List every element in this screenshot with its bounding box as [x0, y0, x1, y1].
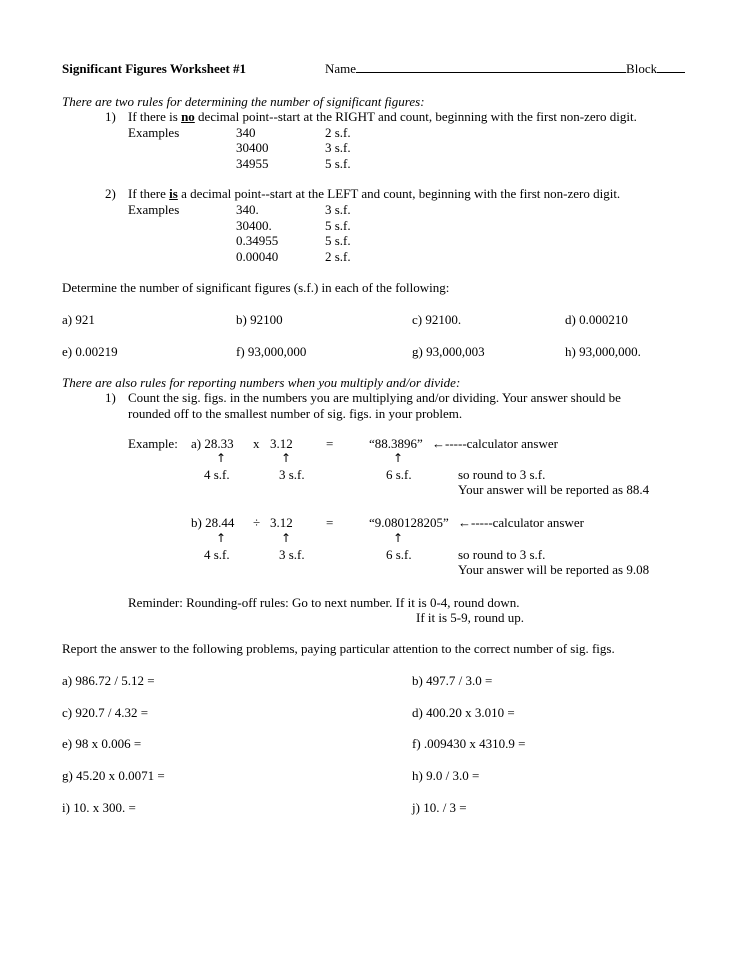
- rule2-example-sf: 5 s.f.: [325, 218, 351, 233]
- rule2-emphasis: is: [169, 186, 178, 201]
- rule2-number: 2): [105, 186, 116, 201]
- report-problem: a) 986.72 / 5.12 =: [62, 673, 155, 688]
- up-arrow-icon: ↑: [281, 531, 292, 545]
- name-blank[interactable]: [356, 61, 626, 73]
- determine-instruction: Determine the number of significant figures (s.f.) in each of the following:: [62, 280, 450, 295]
- sigfig-rules-heading: There are two rules for determining the number of significant figures:: [62, 94, 425, 109]
- rule2-example-value: 0.34955: [236, 233, 279, 248]
- rule2-text: If there is a decimal point--start at the LEFT and count, beginning with the first non-zero digit.: [128, 186, 621, 201]
- example-b-result-line2: Your answer will be reported as 9.08: [458, 562, 650, 577]
- name-field[interactable]: [325, 61, 685, 76]
- rule2-example-value: 30400.: [236, 218, 272, 233]
- example-a-operand2: 3.12: [270, 436, 293, 451]
- example-a-result-line2: Your answer will be reported as 88.4: [458, 482, 650, 497]
- report-problem: j) 10. / 3 =: [412, 800, 467, 815]
- report-problem: h) 9.0 / 3.0 =: [412, 768, 480, 783]
- name-label: Name: [325, 61, 357, 76]
- example-label: Example:: [128, 436, 178, 451]
- example-a-equals: =: [326, 436, 334, 451]
- rule2-examples-label: Examples: [128, 202, 180, 217]
- determine-item: f) 93,000,000: [236, 344, 307, 359]
- example-b-operand1: b) 28.44: [191, 515, 235, 530]
- rule2-example-sf: 3 s.f.: [325, 202, 351, 217]
- example-b-calculator-value: “9.080128205”: [369, 515, 449, 530]
- report-problem: f) .009430 x 4310.9 =: [412, 736, 526, 751]
- rule1-example-sf: 2 s.f.: [325, 125, 351, 140]
- example-a-result-line1: so round to 3 s.f.: [458, 467, 546, 482]
- report-problem: b) 497.7 / 3.0 =: [412, 673, 493, 688]
- determine-item: b) 92100: [236, 312, 283, 327]
- block-blank[interactable]: [657, 61, 685, 73]
- rounding-reminder-line1: Reminder: Rounding-off rules: Go to next number. If it is 0-4, round down.: [128, 595, 520, 610]
- multiply-rules-heading: There are also rules for reporting numbers when you multiply and/or divide:: [62, 375, 461, 390]
- example-b-sf3: 6 s.f.: [386, 547, 412, 562]
- example-b-operator: ÷: [253, 515, 261, 530]
- rule1-number: 1): [105, 109, 116, 124]
- determine-item: d) 0.000210: [565, 312, 628, 327]
- rule2-example-value: 0.00040: [236, 249, 279, 264]
- example-b-calculator-note: ←-----calculator answer: [458, 515, 584, 530]
- example-b-equals: =: [326, 515, 334, 530]
- determine-item: h) 93,000,000.: [565, 344, 641, 359]
- report-problem: c) 920.7 / 4.32 =: [62, 705, 149, 720]
- rule2-example-sf: 5 s.f.: [325, 233, 351, 248]
- block-label: Block: [626, 61, 658, 76]
- up-arrow-icon: ↑: [393, 531, 404, 545]
- example-a-calculator-note: ←-----calculator answer: [432, 436, 558, 451]
- rule1-text: If there is no decimal point--start at the RIGHT and count, beginning with the first non-zero digit.: [128, 109, 637, 124]
- example-a-calculator-value: “88.3896”: [369, 436, 423, 451]
- rule1-example-value: 34955: [236, 156, 269, 171]
- multiply-rule-number: 1): [105, 390, 116, 405]
- multiply-rule-line1: Count the sig. figs. in the numbers you are multiplying and/or dividing. Your answer should be: [128, 390, 621, 405]
- rounding-reminder-line2: If it is 5-9, round up.: [416, 610, 524, 625]
- worksheet-title: Significant Figures Worksheet #1: [62, 61, 247, 76]
- example-b-sf1: 4 s.f.: [204, 547, 230, 562]
- determine-item: g) 93,000,003: [412, 344, 485, 359]
- up-arrow-icon: ↑: [393, 451, 404, 465]
- report-problem: i) 10. x 300. =: [62, 800, 136, 815]
- example-a-operator: x: [253, 436, 260, 451]
- report-problem: d) 400.20 x 3.010 =: [412, 705, 515, 720]
- up-arrow-icon: ↑: [281, 451, 292, 465]
- report-problem: g) 45.20 x 0.0071 =: [62, 768, 165, 783]
- rule1-example-sf: 3 s.f.: [325, 140, 351, 155]
- example-a-sf3: 6 s.f.: [386, 467, 412, 482]
- example-b-operand2: 3.12: [270, 515, 293, 530]
- rule1-example-value: 30400: [236, 140, 269, 155]
- rule1-example-value: 340: [236, 125, 256, 140]
- determine-item: c) 92100.: [412, 312, 462, 327]
- rule1-examples-label: Examples: [128, 125, 180, 140]
- example-a-operand1: a) 28.33: [191, 436, 234, 451]
- report-instruction: Report the answer to the following problems, paying particular attention to the correct number of sig. figs.: [62, 641, 615, 656]
- rule1-emphasis: no: [181, 109, 195, 124]
- multiply-rule-line2: rounded off to the smallest number of sig. figs. in your problem.: [128, 406, 463, 421]
- up-arrow-icon: ↑: [216, 531, 227, 545]
- example-b-result-line1: so round to 3 s.f.: [458, 547, 546, 562]
- rule2-example-sf: 2 s.f.: [325, 249, 351, 264]
- determine-item: a) 921: [62, 312, 95, 327]
- example-a-sf2: 3 s.f.: [279, 467, 305, 482]
- up-arrow-icon: ↑: [216, 451, 227, 465]
- report-problem: e) 98 x 0.006 =: [62, 736, 142, 751]
- rule1-example-sf: 5 s.f.: [325, 156, 351, 171]
- example-a-sf1: 4 s.f.: [204, 467, 230, 482]
- rule2-example-value: 340.: [236, 202, 259, 217]
- example-b-sf2: 3 s.f.: [279, 547, 305, 562]
- determine-item: e) 0.00219: [62, 344, 118, 359]
